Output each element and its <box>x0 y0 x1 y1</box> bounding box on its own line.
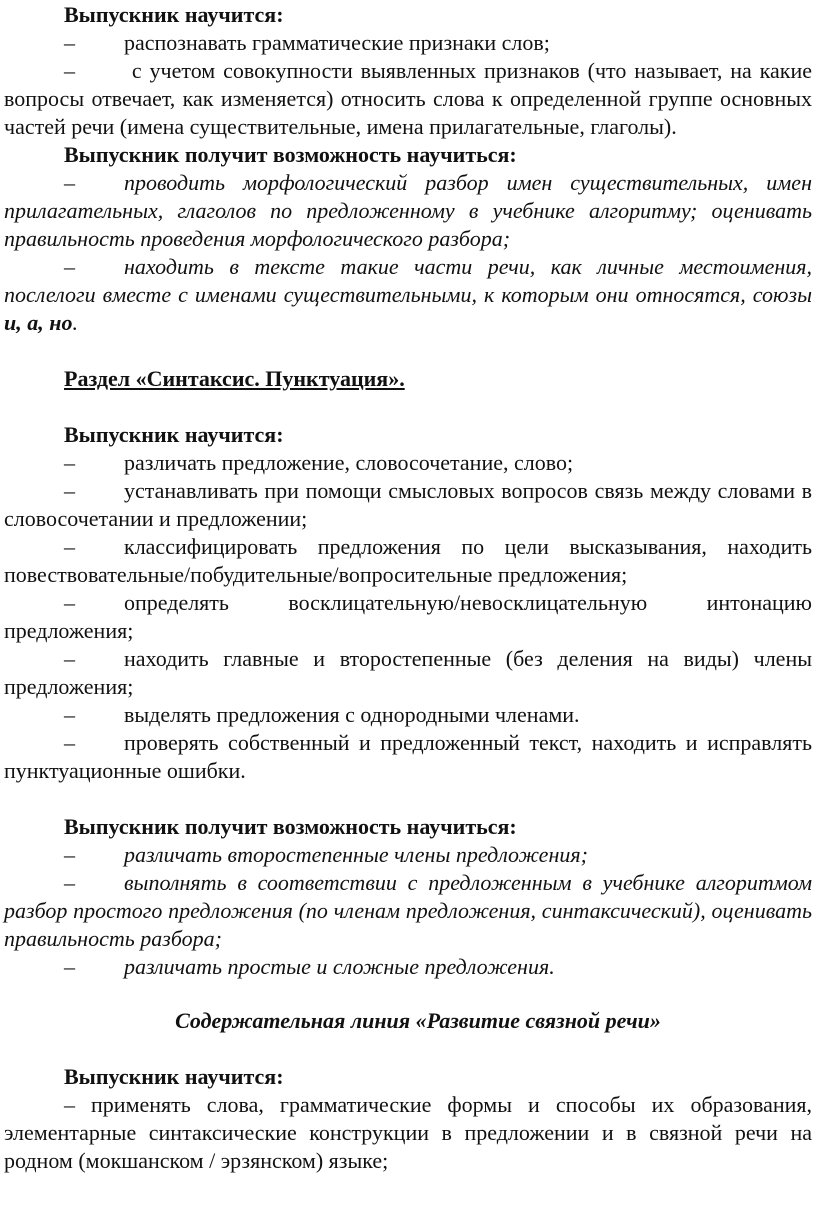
heading-learns-1: Выпускник научится: <box>64 2 284 27</box>
list-item: – находить главные и второстепенные (без деления на виды) члены предложения; <box>4 646 812 699</box>
list-item: – находить в тексте такие части речи, как личные местоимения, послелоги вместе с именами существительными, к которым они относятся, союзы и, а, но. <box>4 254 812 335</box>
dash: – <box>64 254 75 279</box>
dash: – <box>64 58 75 83</box>
content-line-title: Содержательная линия «Развитие связной речи» <box>175 1008 661 1033</box>
list-item: – различать предложение, словосочетание, слово; <box>64 450 574 475</box>
section-title: Раздел «Синтаксис. Пунктуация». <box>64 366 405 391</box>
heading-learns-3: Выпускник научится: <box>64 1064 284 1089</box>
list-item: – различать второстепенные члены предложения; <box>64 842 588 867</box>
dash: – <box>64 170 75 195</box>
heading-opportunity-2: Выпускник получит возможность научиться: <box>64 814 517 839</box>
heading-learns-2: Выпускник научится: <box>64 422 284 447</box>
heading-opportunity-1: Выпускник получит возможность научиться: <box>64 142 517 167</box>
list-item: – классифицировать предложения по цели высказывания, находить повествовательные/побудительные/вопросительные предложения; <box>4 534 812 587</box>
list-item: – с учетом совокупности выявленных признаков (что называет, на какие вопросы отвечает, как изменяется) относить слова к определенной группе основных частей речи (имена существительные, имена прилагательные, глаголы). <box>4 58 812 139</box>
list-item: – устанавливать при помощи смысловых вопросов связь между словами в словосочетании и предложении; <box>4 478 812 531</box>
list-item: – распознавать грамматические признаки слов; <box>64 30 550 55</box>
dash: – <box>64 30 75 55</box>
list-item: – выполнять в соответствии с предложенным в учебнике алгоритмом разбор простого предложения (по членам предложения, синтаксический), оценивать правильность разбора; <box>4 870 812 951</box>
document-page <box>4 1 812 1175</box>
list-item: – различать простые и сложные предложения. <box>64 954 555 979</box>
list-item: – определять восклицательную/невосклицательную интонацию предложения; <box>4 590 812 643</box>
conjunctions: и, а, но <box>4 310 73 335</box>
list-item: – проводить морфологический разбор имен существительных, имен прилагательных, глаголов по предложенному в учебнике алгоритму; оценивать правильность проведения морфологического разбора; <box>4 170 812 251</box>
list-item: – выделять предложения с однородными членами. <box>64 702 580 727</box>
list-item: – проверять собственный и предложенный текст, находить и исправлять пунктуационные ошибки. <box>4 730 812 783</box>
list-item: – применять слова, грамматические формы и способы их образования, элементарные синтаксические конструкции в предложении и в связной речи на родном (мокшанском / эрзянском) языке; <box>4 1092 812 1173</box>
